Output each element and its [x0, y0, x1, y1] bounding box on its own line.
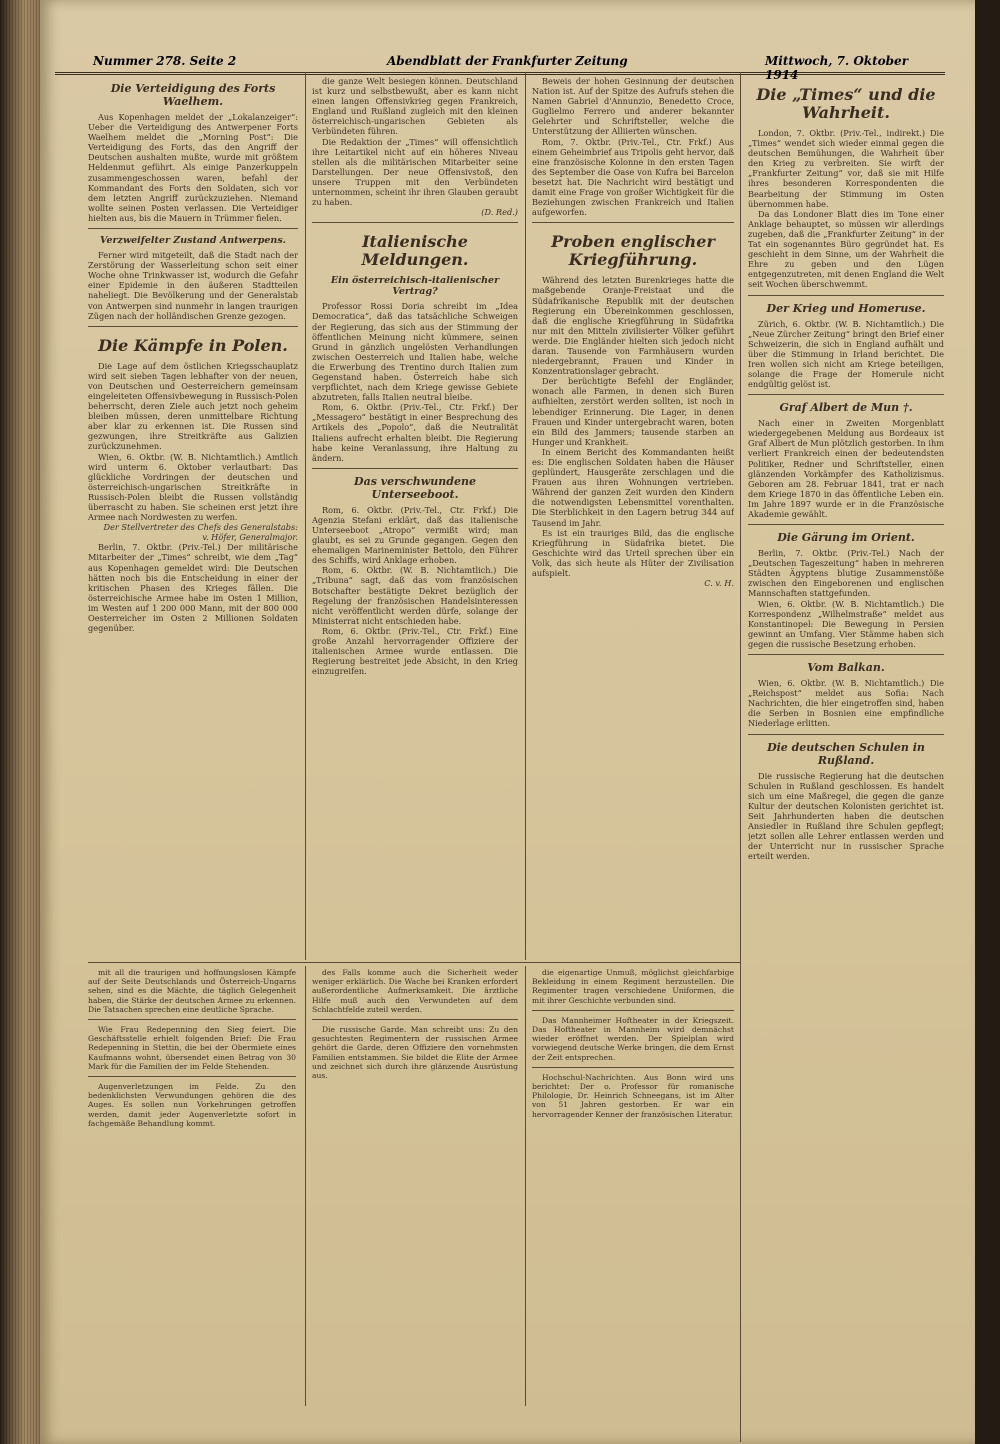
column-rule [525, 966, 526, 1406]
article-text: Zürich, 6. Oktbr. (W. B. Nichtamtlich.) Die „Neue Zürcher Zeitung“ bringt den Brief einer Schweizerin, die sich in England aufhält und über die Stimmung in Irland berichtet. Die Iren wollen sich nicht am Kriege beteiligen, solange die Frage der Homerule nicht endgültig gelöst ist. [748, 318, 944, 390]
signature: C. v. H. [704, 578, 734, 589]
column-rule [740, 72, 741, 1442]
article-text: des Falls komme auch die Sicherheit weder weniger erklärlich. Die Wache bei Kranken erfordert außerordentliche Aufmerksamkeit. Die ärztliche Hilfe muß auch den Verwundeten auf dem Schlachtfelde zuteil werden. [312, 968, 518, 1014]
article-text: Die russische Garde. Man schreibt uns: Zu den gesuchtesten Regimentern der russischen Armee gehört die Garde, deren Offiziere den vornehmsten Familien entstammen. Sie bildet die Elite der Armee und zeichnet sich durch ihre glänzende Ausrüstung aus. [312, 1025, 518, 1081]
headline-english-warfare: Proben englischer Kriegführung. [551, 232, 715, 270]
feuilleton-col-3 [532, 968, 734, 1398]
article-text: In einem Bericht des Kommandanten heißt es: Die englischen Soldaten haben die Häuser geplündert, Hausgeräte zerschlagen und die Frauen aus ihren Wohnungen vertrieben. Während der ganzen Zeit wurden den Kindern die notwendigsten Lebensmittel vorenthalten. Die Sterblichkeit in den Lagern betrug 344 auf Tausend im Jahr. [532, 446, 734, 528]
article-text: die ganze Welt besiegen können. Deutschland ist kurz und selbstbewußt, aber es kann nicht einen langen Offensivkrieg gegen Frankreich, England und Rußland zugleich mit den kleinen österreichisch-ungarischen Gebieten als Verbündeten führen. [312, 76, 518, 137]
headline-poland: Die Kämpfe in Polen. [98, 335, 288, 355]
article-text: Da das Londoner Blatt dies im Tone einer Anklage behauptet, so müssen wir allerdings zugeben, daß die „Frankfurter Zeitung“ in der Tat ein sogenanntes Büro gegründet hat. Es geschieht in dem Sinne, um der Wahrheit die Ehre zu geben und den Lügen entgegenzutreten, mit denen England die Welt seit Wochen überschwemmt. [748, 208, 944, 290]
article-text: Berlin, 7. Oktbr. (Priv.-Tel.) Der militärische Mitarbeiter der „Times“ schreibt, wie dem „Tag“ aus Kopenhagen gemeldet wird: Die Deutschen hätten noch bis die Entscheidung in einer der kritischen Phasen des Krieges fällen. Die österreichische Armee habe im Osten 1 Million, im Westen auf 1 200 000 Mann, mit der 800 000 Oesterreicher im Osten 2 Millionen Soldaten gegenüber. [88, 542, 298, 634]
article-text: Wien, 6. Oktbr. (W. B. Nichtamtlich.) Amtlich wird unterm 6. Oktober verlautbart: Das glückliche Vordringen der deutschen und österreichisch-ungarischen Streitkräfte in Russisch-Polen bleibt die Russen vollständig überrascht zu haben. Sie scheinen erst jetzt ihre Armee nach Nordwesten zu werfen. [88, 451, 298, 523]
signature: Der Stellvertreter des Chefs des Generalstabs: v. Höfer, Generalmajor. [103, 522, 298, 543]
article-text: Rom, 6. Oktbr. (Priv.-Tel., Ctr. Frkf.) Eine große Anzahl hervorragender Offiziere der italienischen Armee wurde entlassen. Die Regierung bestreitet jede Absicht, in den Krieg einzugreifen. [312, 625, 518, 677]
feuilleton-col-2 [312, 968, 518, 1398]
issue-date: Mittwoch, 7. Oktober 1914 [765, 54, 909, 82]
article-text: Rom, 6. Oktbr. (W. B. Nichtamtlich.) Die „Tribuna“ sagt, daß das vom französischen Botschafter bestätigte Dekret bezüglich der Regelung der französischen Handelsinteressen nicht veröffentlicht werden dürfe, solange der Ministerrat nicht entschieden habe. [312, 565, 518, 626]
issue-number: Nummer 278. Seite 2 [93, 54, 237, 68]
article-text: Nach einer in Zweiten Morgenblatt wiedergegebenen Meldung aus Bordeaux ist Graf Albert de Mun plötzlich gestorben. In ihm verliert Frankreich einen der bedeutendsten Politiker, Redner und Schriftsteller, einen glänzenden Vorkämpfer des Katholizismus. Geboren am 28. Februar 1841, trat er nach dem Kriege 1870 in das öffentliche Leben ein. Im Jahre 1897 wurde er in die Französische Akademie gewählt. [748, 418, 944, 519]
article-text: Beweis der hohen Gesinnung der deutschen Nation ist. Auf der Spitze des Aufrufs stehen die Namen Gabriel d'Annunzio, Benedetto Croce, Guglielmo Ferrero und anderer bekannter Gelehrter und Schriftsteller, welche die Unterstützung der Alliierten wünschen. [532, 76, 734, 137]
headline-homerule: Der Krieg und Homeruse. [766, 301, 926, 315]
article-text: Der berüchtigte Befehl der Engländer, wonach alle Farmen, in denen sich Buren aufhielten, zerstört werden sollten, ist noch in lebendiger Erinnerung. Die Lager, in denen Frauen und Kinder untergebracht waren, boten ein Bild des Jammers; tausende starben an Hunger und Krankheit. [532, 376, 734, 447]
headline-balkan: Vom Balkan. [807, 661, 885, 675]
article-text: die eigenartige Unmuß, möglichst gleichfarbige Bekleidung in einem Regiment herzustellen. Die Regimenter tragen verschiedene Uniformen, die mit ihrer Geschichte verbunden sind. [532, 968, 734, 1005]
article-text: Wien, 6. Oktbr. (W. B. Nichtamtlich.) Die „Reichspost“ meldet aus Sofia: Nach Nachrichten, die hier eingetroffen sind, haben die Serben in Bosnien eine empfindliche Niederlage erlitten. [748, 678, 944, 729]
page-edge [975, 0, 1000, 1444]
column-3 [532, 76, 734, 956]
article-text: Das Mannheimer Hoftheater in der Kriegszeit. Das Hoftheater in Mannheim wird demnächst wieder eröffnet werden. Der Spielplan wird vorwiegend deutsche Werke bringen, die dem Ernst der Zeit entsprechen. [532, 1015, 734, 1062]
headline-forts: Die Verteidigung des Forts Waelhem. [110, 82, 276, 108]
headline-submarine: Das verschwundene Unterseeboot. [354, 474, 476, 501]
article-text: Die russische Regierung hat die deutschen Schulen in Rußland geschlossen. Es handelt sich um eine Maßregel, die gegen die ganze Kultur der deutschen Kolonisten gerichtet ist. Seit Jahrhunderten haben die deutschen Ansiedler in Rußland ihre Schulen gepflegt; jetzt sollen alle Lehrer entlassen werden und der Unterricht nur in russischer Sprache erteilt werden. [748, 770, 944, 862]
article-text: Rom, 6. Oktbr. (Priv.-Tel., Ctr. Frkf.) Die Agenzia Stefani erklärt, daß das italienische Unterseeboot „Atropo“ vermißt wird; man glaubt, es sei zu Grunde gegangen. Gegen den ehemaligen Marineminister Bettolo, den Führer des Schiffs, wird Anklage erhoben. [312, 504, 518, 566]
article-text: Augenverletzungen im Felde. Zu den bedenklichsten Verwundungen gehören die des Auges. Es sollen nun Vorkehrungen getroffen werden, damit jeder Augenverletzte sofort in fachgemäße Behandlung kommt. [88, 1082, 296, 1128]
masthead [55, 50, 945, 82]
headline-times: Die „Times“ und die Wahrheit. [756, 85, 936, 122]
book-binding [0, 0, 42, 1444]
article-text: London, 7. Oktbr. (Priv.-Tel., indirekt.) Die „Times“ wendet sich wieder einmal gegen die deutschen Bemühungen, die Wahrheit über den Krieg zu verbreiten. Sie wirft der „Frankfurter Zeitung“ vor, daß sie mit Hilfe ihres besonderen Korrespondenten die Bearbeitung der Stimmung im Osten übernommen habe. [748, 128, 944, 209]
article-text: Die Lage auf dem östlichen Kriegsschauplatz wird seit sieben Tagen lebhafter von der neuen, von Deutschen und Oesterreichern gemeinsam eingeleiteten Offensivbewegung in Russisch-Polen beherrscht, deren Ziele auch jetzt noch geheim bleiben müssen, deren unmittelbare Richtung aber klar zu erkennen ist. Die Russen sind gezwungen, ihre Streitkräfte aus Galizien zurückzunehmen. [88, 360, 298, 452]
article-text: Hochschul-Nachrichten. Aus Bonn wird uns berichtet: Der o. Professor für romanische Philologie, Dr. Heinrich Schneegans, ist im Alter von 51 Jahren gestorben. Er war ein hervorragender Kenner der französischen Literatur. [532, 1072, 734, 1119]
article-text: Berlin, 7. Oktbr. (Priv.-Tel.) Nach der „Deutschen Tageszeitung“ haben in mehreren Städten Ägyptens blutige Zusammenstöße zwischen den Eingeborenen und englischen Mannschaften stattgefunden. [748, 548, 944, 599]
subheadline-treaty: Ein österreichisch-italienischer Vertrag? [330, 275, 500, 298]
newspaper-title: Abendblatt der Frankfurter Zeitung [387, 54, 628, 68]
article-text: Rom, 6. Oktbr. (Priv.-Tel., Ctr. Frkf.) Der „Messagero“ bestätigt in einer Besprechung des Artikels des „Popolo“, daß die Neutralität Italiens aufrecht erhalten bleibt. Die Regierung habe keine Veranlassung, ihre Haltung zu ändern. [312, 402, 518, 463]
signature: (D. Red.) [481, 207, 518, 218]
article-text: Ferner wird mitgeteilt, daß die Stadt nach der Zerstörung der Wasserleitung schon seit einer Woche ohne Trinkwasser ist, wodurch die Gefahr einer Epidemie in den äußeren Stadtteilen naheliegt. Die Bevölkerung und der Generalstab von Antwerpen sind nunmehr in langen traurigen Zügen nach der holländischen Grenze gezogen. [88, 250, 298, 321]
column-rule [525, 72, 526, 960]
section-rule [88, 962, 740, 963]
article-text: Es ist ein trauriges Bild, das die englische Kriegführung in Südafrika bietet. Die Geschichte wird das Urteil sprechen über ein Volk, das sich heute als Hüter der Zivilisation aufspielt. [532, 527, 734, 579]
headline-antwerp: Verzweifelter Zustand Antwerpens. [100, 235, 286, 247]
article-text: Die Redaktion der „Times“ will offensichtlich ihre Leitartikel nicht auf ein höheres Niveau stellen als die militärischen Mitarbeiter seine Darstellungen. Der neue Offensivstoß, den unsere Truppen mit den Verbündeten unternommen, scheint ihr ihren Glauben geraubt zu haben. [312, 136, 518, 208]
column-rule [305, 966, 306, 1406]
column-4 [748, 76, 944, 1438]
article-text: Rom, 7. Oktbr. (Priv.-Tel., Ctr. Frkf.) Aus einem Geheimbrief aus Tripolis geht hervor, daß eine französische Kolonne in den ersten Tagen des September die Oase von Kufra bei Barcelon besetzt hat. Die Nachricht wird bestätigt und damit eine Frage von großer Wichtigkeit für die Beziehungen zwischen Frankreich und Italien aufgeworfen. [532, 136, 734, 218]
article-text: Wien, 6. Oktbr. (W. B. Nichtamtlich.) Die Korrespondenz „Wilhelmstraße“ meldet aus Konstantinopel: Die Bewegung in Persien gewinnt an Umfang. Vier Stämme haben sich gegen die russische Besetzung erhoben. [748, 598, 944, 649]
column-rule [305, 72, 306, 960]
headline-orient: Die Gärung im Orient. [777, 531, 915, 545]
column-2 [312, 76, 518, 956]
article-text: Aus Kopenhagen meldet der „Lokalanzeiger“: Ueber die Verteidigung des Antwerpener Forts Waelhem meldet die „Morning Post“: Die Verteidigung des Forts, das den Angriff der Deutschen aushalten mußte, wurde mit größtem Heldenmut geführt. Als einige Panzerkuppeln zusammengeschossen waren, befahl der Kommandant des Forts den Soldaten, sich vor dem letzten Angriff zurückzuziehen. Niemand wollte seinen Posten verlassen. Die Verteidiger hielten aus, bis die Mauern in Trümmer fielen. [88, 112, 298, 223]
headline-schools: Die deutschen Schulen in Rußland. [767, 740, 925, 767]
headline-italy: Italienische Meldungen. [361, 232, 469, 270]
column-1 [88, 76, 298, 956]
article-text: Professor Rossi Doria schreibt im „Idea Democratica“, daß das tatsächliche Schweigen der Regierung, das sich aus der Stimmung der öffentlichen Meinung nicht kümmere, seinen Grund in gänzlich ungelösten Verhandlungen zwischen Oesterreich und Italien habe, welche die Erwerbung des Trentino durch Italien zum Gegenstand haben. Österreich habe sich verpflichtet, nach dem Kriege gewisse Gebiete abzutreten, falls Italien neutral bleibe. [312, 301, 518, 403]
feuilleton-col-1 [88, 968, 296, 1398]
article-text: mit all die traurigen und hoffnungslosen Kämpfe auf der Seite Deutschlands und Österreich-Ungarns sehen, sind es die Mächte, die täglich Gelegenheit haben, die Stärke der deutschen Armee zu erkennen. Die Tatsachen sprechen eine deutliche Sprache. [88, 968, 296, 1014]
article-text: Wie Frau Redepenning den Sieg feiert. Die Geschäftsstelle erhielt folgenden Brief: Die Frau Redepenning in Stettin, die bei der Obermiete eines Kaufmanns wohnt, übersendet einen Betrag von 30 Mark für die Familien der im Felde Stehenden. [88, 1025, 296, 1071]
headline-de-mun: Graf Albert de Mun †. [779, 401, 913, 415]
article-text: Während des letzten Burenkrieges hatte die maßgebende Oranje-Freistaat und die Südafrikanische Republik mit der deutschen Regierung ein Übereinkommen geschlossen, daß die englische Kriegführung in Südafrika nur mit den Mitteln zivilisierter Völker geführt werde. Die Engländer hielten sich jedoch nicht daran. Tausende von Farmhäusern wurden niedergebrannt, Frauen und Kinder in Konzentrationslager gebracht. [532, 275, 734, 377]
